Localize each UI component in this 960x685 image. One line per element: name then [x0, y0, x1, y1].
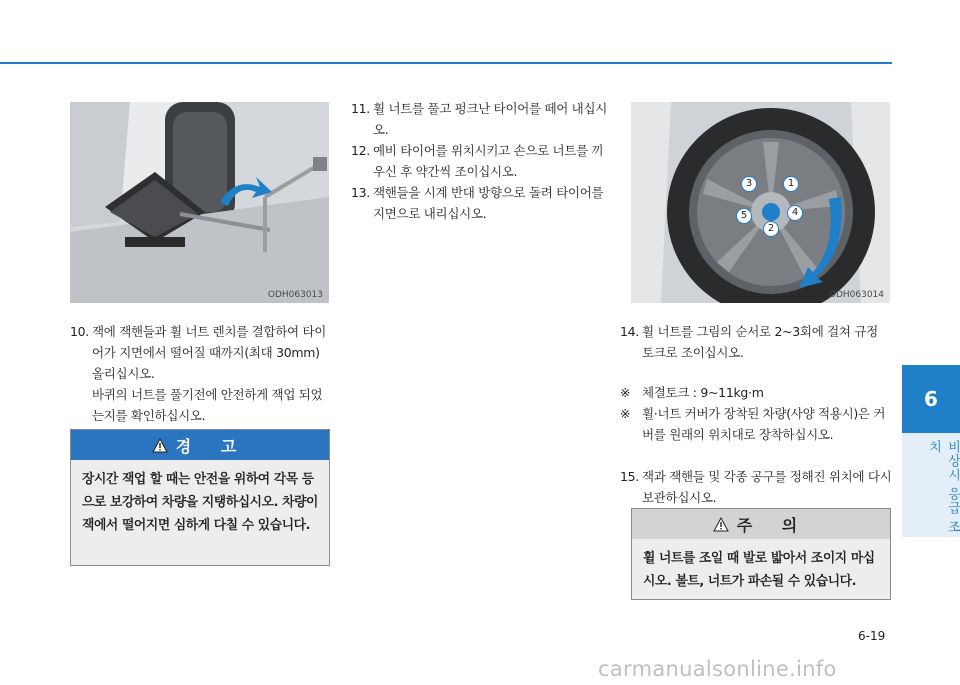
note-text: 휠·너트 커버가 장착된 차량(사양 적용시)은 커버를 원래의 위치대로 장착하십시오.	[642, 406, 886, 442]
caution-header	[632, 509, 890, 539]
caution-body: 휠 너트를 조일 때 발로 밟아서 조이지 마십시오. 볼트, 너트가 파손될 수 있습니다.	[643, 551, 875, 589]
note-text: 체결토크 : 9~11kg·m	[642, 385, 764, 400]
step-subtext: 바퀴의 너트를 풀기전에 안전하게 잭업 되었는지를 확인하십시오.	[92, 387, 323, 423]
warning-triangle-icon	[152, 438, 168, 453]
top-rule	[0, 62, 892, 64]
watermark: carmanualsonline.info	[598, 657, 837, 681]
step-text: 잭핸들을 시계 반대 방향으로 돌려 타이어를 지면으로 내리십시오.	[373, 185, 604, 221]
wheel-figure	[631, 102, 890, 303]
step-12	[351, 140, 611, 182]
steps-11-13	[351, 98, 611, 224]
warning-title: 경 고	[175, 436, 249, 456]
step-11	[351, 98, 611, 140]
step-13	[351, 182, 611, 224]
step-number: 15.	[620, 469, 639, 484]
caution-box	[631, 508, 891, 600]
step-15	[620, 466, 892, 508]
nut-label-3: 3	[741, 176, 757, 192]
step-text: 휠 너트를 풀고 펑크난 타이어를 떼어 내십시오.	[373, 101, 607, 137]
chapter-side-tab	[902, 365, 960, 537]
warning-header	[71, 430, 329, 460]
page-number: 6-19	[858, 629, 886, 643]
caution-triangle-icon	[713, 517, 729, 532]
caution-title: 주 의	[736, 515, 810, 535]
nut-label-4: 4	[787, 205, 803, 221]
jack-figure	[70, 102, 329, 303]
nut-label-1: 1	[783, 176, 799, 192]
nut-label-5: 5	[736, 208, 752, 224]
step-text: 예비 타이어를 위치시키고 손으로 너트를 끼우신 후 약간씩 조이십시오.	[373, 143, 604, 179]
figure-code-left: ODH063013	[267, 290, 323, 300]
step-text: 잭에 잭핸들과 휠 너트 렌치를 결합하여 타이어가 지면에서 떨어질 때까지(최대 30mm) 올리십시오.	[92, 324, 326, 381]
chapter-label: 비상시 응급 조치	[926, 440, 960, 535]
warning-body: 장시간 잭업 할 때는 안전을 위하여 각목 등으로 보강하여 차량을 지탱하십시오. 차량이 잭에서 떨어지면 심하게 다칠 수 있습니다.	[82, 472, 318, 533]
note-item	[620, 382, 892, 403]
chapter-number: 6	[902, 365, 960, 433]
step-number: 12.	[351, 143, 370, 158]
notes	[620, 382, 892, 445]
jack-illustration	[70, 102, 329, 303]
note-mark: ※	[620, 406, 631, 421]
nut-label-2: 2	[763, 221, 779, 237]
step-number: 13.	[351, 185, 370, 200]
wheel-illustration	[631, 102, 890, 303]
step-text: 휠 너트를 그림의 순서로 2~3회에 걸쳐 규정 토크로 조이십시오.	[642, 324, 878, 360]
step-text: 잭과 잭핸들 및 각종 공구를 정해진 위치에 다시 보관하십시오.	[642, 469, 892, 505]
step-14	[620, 321, 892, 363]
step-number: 10.	[70, 324, 89, 339]
step-number: 14.	[620, 324, 639, 339]
figure-code-right: ODH063014	[828, 290, 884, 300]
step-number: 11.	[351, 101, 370, 116]
note-item	[620, 403, 892, 445]
warning-box	[70, 429, 330, 566]
note-mark: ※	[620, 385, 631, 400]
step-10	[70, 321, 330, 426]
